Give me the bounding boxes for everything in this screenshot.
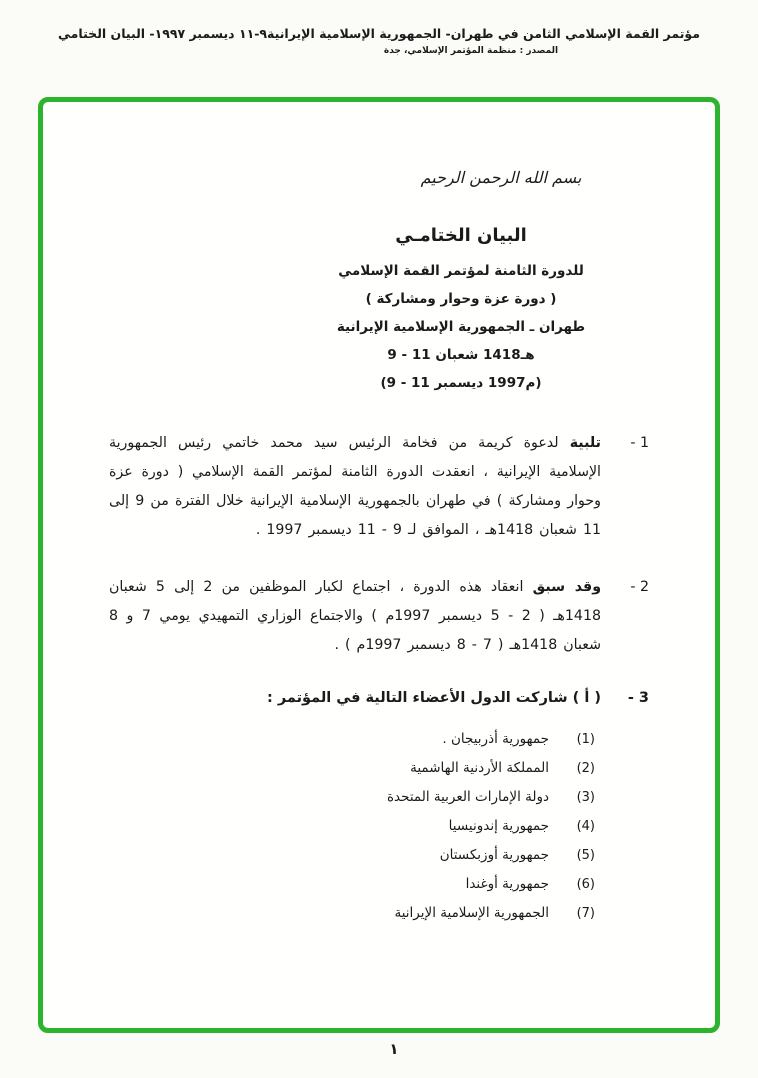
participants-heading [109, 684, 649, 713]
gregorian-date-month: ديسمبر [434, 375, 484, 391]
member-state-number: (7) [576, 906, 595, 921]
gregorian-date-year: 1997م) [487, 375, 542, 391]
member-state-name: دولة الإمارات العربية المتحدة [386, 789, 549, 805]
member-state-row [109, 899, 595, 928]
member-state-number: (4) [576, 819, 595, 834]
title-block [191, 223, 720, 397]
member-state-name: جمهورية أوزبكستان [439, 847, 549, 863]
gregorian-date-range: (9 - 11 [380, 375, 430, 391]
paragraph-2-number: 2 - [630, 579, 649, 595]
member-state-row [109, 841, 595, 870]
paragraph-2-text [109, 573, 601, 660]
member-states-list [109, 725, 649, 928]
paragraph-1-lead: تلبية [569, 435, 601, 451]
session-subtitle: للدورة الثامنة لمؤتمر القمة الإسلامي [338, 263, 584, 279]
document-header [0, 26, 758, 56]
header-source: المصدر : منظمة المؤتمر الإسلامي، جدة [383, 46, 559, 56]
hijri-date-range: 9 - 11 [387, 347, 431, 363]
session-theme: ( دورة عزة وحوار ومشاركة ) [365, 291, 557, 307]
member-state-row [109, 725, 595, 754]
member-state-number: (5) [576, 848, 595, 863]
hijri-date-year: 1418هـ [483, 347, 535, 363]
member-state-name: المملكة الأردنية الهاشمية [410, 760, 549, 776]
paragraph-2-body: انعقاد هذه الدورة ، اجتماع لكبار الموظفين من 2 إلى 5 شعبان 1418هـ ( 2 - 5 ديسمبر 1997م ) والاجتماع الوزاري التمهيدي يومي 7 و 8 شعبان 1418هـ ( 7 - 8 ديسمبر 1997م ) . [109, 579, 601, 653]
paragraph-2 [109, 573, 649, 660]
member-state-number: (3) [576, 790, 595, 805]
paragraph-1-text [109, 429, 601, 545]
header-title: مؤتمر القمة الإسلامي الثامن في طهران- الجمهورية الإسلامية الإيرانية٩-١١ ديسمبر ١٩٩٧- البيان الختامي [58, 26, 700, 41]
member-state-row [109, 870, 595, 899]
member-state-row [109, 812, 595, 841]
paragraph-1-number: 1 - [630, 435, 649, 451]
member-state-number: (2) [576, 761, 595, 776]
member-state-name: جمهورية أوغندا [465, 876, 549, 892]
hijri-date-month: شعبان [435, 347, 479, 363]
member-state-name: جمهورية إندونيسيا [448, 818, 549, 834]
gregorian-date [191, 369, 720, 397]
member-state-number: (6) [576, 877, 595, 892]
paragraph-1-body: لدعوة كريمة من فخامة الرئيس سيد محمد خاتمي رئيس الجمهورية الإسلامية الإيرانية ، انعقدت الدورة الثامنة لمؤتمر القمة الإسلامي ( دورة عزة وحوار ومشاركة ) في طهران بالجمهورية الإسلامية الإيرانية خلال الفترة من 9 إلى 11 شعبان 1418هـ ، الموافق لـ 9 - 11 ديسمبر 1997 . [109, 435, 601, 538]
paragraph-2-lead: وقد سبق [532, 579, 602, 595]
participants-heading-number: 3 - [627, 690, 649, 706]
member-state-row [109, 754, 595, 783]
session-location: طهران ـ الجمهورية الإسلامية الإيرانية [336, 319, 586, 335]
participants-heading-text: ( أ ) شاركت الدول الأعضاء التالية في المؤتمر : [266, 690, 601, 706]
member-state-name: الجمهورية الإسلامية الإيرانية [394, 905, 549, 921]
member-state-number: (1) [576, 732, 595, 747]
hijri-date [191, 341, 720, 369]
member-state-row [109, 783, 595, 812]
paragraph-1 [109, 429, 649, 545]
document-frame [38, 97, 720, 1033]
page-number: ١ [389, 1040, 399, 1058]
member-state-name: جمهورية أذربيجان . [442, 731, 549, 747]
document-title: البيان الختامـي [395, 225, 527, 246]
basmala: بسم الله الرحمن الرحيم [420, 168, 582, 187]
